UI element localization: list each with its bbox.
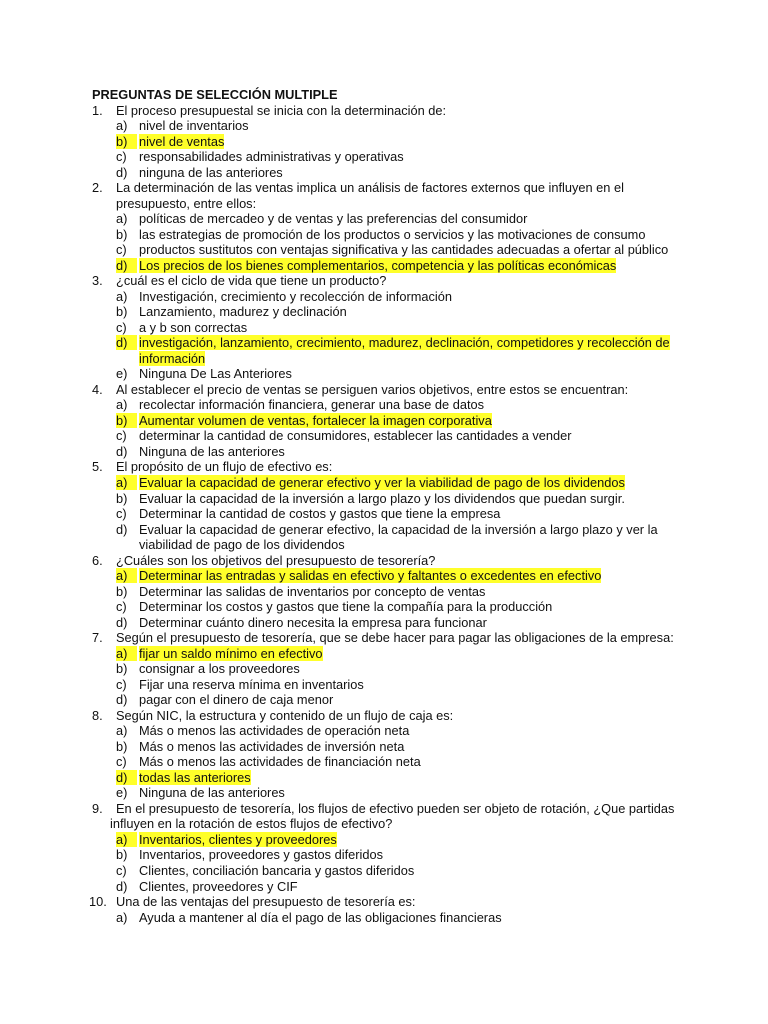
answer-option-letter: a): [116, 211, 128, 227]
answer-option-letter-correct: a): [116, 475, 137, 490]
answer-option-letter-correct: a): [116, 832, 137, 847]
answer-option-text: Ninguna de las anteriores: [139, 785, 285, 801]
answer-option-letter: c): [116, 599, 127, 615]
question-number: 6.: [92, 552, 103, 568]
answer-option-text: viabilidad de pago de los dividendos: [139, 537, 345, 553]
answer-option-letter: c): [116, 506, 127, 522]
answer-option-letter: d): [116, 614, 128, 630]
answer-option-text: Inventarios, proveedores y gastos diferidos: [139, 847, 383, 863]
answer-option-letter: c): [116, 319, 127, 335]
question-number: 5.: [92, 459, 103, 475]
answer-option-text: Evaluar la capacidad de la inversión a largo plazo y los dividendos que puedan surgir.: [139, 490, 625, 506]
answer-option-letter: a): [116, 118, 128, 134]
answer-option-letter: b): [116, 847, 128, 863]
answer-option-text-correct: todas las anteriores: [139, 769, 251, 785]
answer-option-text: a y b son correctas: [139, 319, 248, 335]
question-number: 7.: [92, 630, 103, 646]
question-number: 4.: [92, 381, 103, 397]
answer-option-letter: c): [116, 863, 127, 878]
answer-option-text: Ninguna de las anteriores: [139, 443, 285, 459]
question-number: 3.: [92, 273, 103, 289]
answer-option-letter-correct: a): [116, 568, 137, 583]
answer-option-text-correct: Aumentar volumen de ventas, fortalecer la imagen corporativa: [139, 412, 492, 428]
answer-option-text: nivel de inventarios: [139, 118, 249, 134]
answer-option-letter: b): [116, 490, 128, 506]
answer-option-text: Determinar cuánto dinero necesita la empresa para funcionar: [139, 614, 487, 630]
answer-option-letter: b): [116, 738, 128, 754]
answer-option-letter: a): [116, 909, 128, 925]
answer-option-text: Evaluar la capacidad de generar efectivo, la capacidad de la inversión a largo plazo y ver la: [139, 521, 658, 537]
document-title: PREGUNTAS DE SELECCIÓN MULTIPLE: [92, 87, 338, 102]
answer-option-text-correct: Evaluar la capacidad de generar efectivo y ver la viabilidad de pago de los dividendos: [139, 475, 625, 490]
answer-option-letter: c): [116, 676, 127, 692]
question-text: Según NIC, la estructura y contenido de un flujo de caja es:: [116, 707, 454, 723]
answer-option-text: Más o menos las actividades de operación neta: [139, 723, 410, 739]
question-text: El propósito de un flujo de efectivo es:: [116, 459, 333, 475]
answer-option-letter: b): [116, 583, 128, 599]
answer-option-letter-correct: b): [116, 134, 137, 149]
answer-option-text: responsabilidades administrativas y operativas: [139, 149, 404, 165]
answer-option-text-correct: investigación, lanzamiento, crecimiento, madurez, declinación, competidores y recolección de: [139, 335, 670, 351]
answer-option-text-correct: Determinar las entradas y salidas en efectivo y faltantes o excedentes en efectivo: [139, 568, 602, 584]
answer-option-text: Más o menos las actividades de inversión neta: [139, 738, 405, 754]
answer-option-letter-correct: a): [116, 646, 137, 661]
question-text: influyen en la rotación de estos flujos de efectivo?: [110, 816, 393, 832]
answer-option-letter: c): [116, 149, 127, 165]
answer-option-text: Más o menos las actividades de financiación neta: [139, 754, 421, 770]
answer-option-letter: e): [116, 366, 128, 382]
answer-option-text: Determinar la cantidad de costos y gastos que tiene la empresa: [139, 506, 501, 522]
answer-option-letter: a): [116, 723, 128, 739]
question-text: La determinación de las ventas implica un análisis de factores externos que influyen en el: [116, 180, 624, 196]
answer-option-letter: c): [116, 242, 127, 258]
answer-option-letter: c): [116, 428, 127, 444]
answer-option-letter: d): [116, 164, 128, 180]
question-text: presupuesto, entre ellos:: [116, 195, 257, 211]
answer-option-letter: c): [116, 754, 127, 770]
answer-option-text: Fijar una reserva mínima en inventarios: [139, 676, 364, 692]
question-number: 1.: [92, 102, 103, 118]
answer-option-letter: d): [116, 692, 128, 708]
question-number: 10.: [89, 894, 107, 910]
answer-option-letter: a): [116, 397, 128, 413]
question-number: 8.: [92, 707, 103, 723]
answer-option-text-correct: información: [139, 350, 206, 366]
answer-option-text-correct: Inventarios, clientes y proveedores: [139, 831, 337, 847]
answer-option-text: Lanzamiento, madurez y declinación: [139, 304, 347, 320]
question-text: ¿cuál es el ciclo de vida que tiene un producto?: [116, 273, 387, 289]
answer-option-text: políticas de mercadeo y de ventas y las preferencias del consumidor: [139, 211, 528, 227]
answer-option-letter: d): [116, 521, 128, 537]
answer-option-text-correct: fijar un saldo mínimo en efectivo: [139, 645, 323, 661]
question-text: El proceso presupuestal se inicia con la determinación de:: [116, 102, 447, 118]
answer-option-text: Determinar los costos y gastos que tiene la compañía para la producción: [139, 599, 553, 615]
answer-option-letter-correct: d): [116, 335, 137, 350]
question-text: Según el presupuesto de tesorería, que se debe hacer para pagar las obligaciones de la empresa:: [116, 630, 674, 646]
question-text: En el presupuesto de tesorería, los flujos de efectivo pueden ser objeto de rotación, ¿Que partidas: [116, 800, 675, 816]
answer-option-text: Ayuda a mantener al día el pago de las obligaciones financieras: [139, 909, 502, 925]
answer-option-letter: a): [116, 288, 128, 304]
answer-option-text: recolectar información financiera, generar una base de datos: [139, 397, 485, 413]
answer-option-letter-correct: d): [116, 770, 137, 785]
answer-option-letter: e): [116, 785, 128, 801]
answer-option-text: Investigación, crecimiento y recolección de información: [139, 288, 452, 304]
answer-option-letter-correct: b): [116, 413, 137, 428]
answer-option-letter: b): [116, 304, 128, 320]
answer-option-letter-correct: d): [116, 258, 137, 273]
answer-option-text: Clientes, proveedores y CIF: [139, 878, 298, 894]
answer-option-text: pagar con el dinero de caja menor: [139, 692, 334, 708]
answer-option-text: Clientes, conciliación bancaria y gastos diferidos: [139, 863, 415, 878]
answer-option-text: determinar la cantidad de consumidores, establecer las cantidades a vender: [139, 428, 572, 444]
question-text: Una de las ventajas del presupuesto de tesorería es:: [116, 894, 416, 910]
answer-option-letter: b): [116, 226, 128, 242]
answer-option-letter: d): [116, 443, 128, 459]
question-text: ¿Cuáles son los objetivos del presupuesto de tesorería?: [116, 552, 436, 568]
answer-option-text: Ninguna De Las Anteriores: [139, 366, 292, 382]
question-number: 2.: [92, 180, 103, 196]
answer-option-text: consignar a los proveedores: [139, 661, 300, 677]
answer-option-text-correct: Los precios de los bienes complementarios, competencia y las políticas económicas: [139, 257, 617, 273]
answer-option-text: las estrategias de promoción de los productos o servicios y las motivaciones de consumo: [139, 226, 646, 242]
answer-option-text: Determinar las salidas de inventarios por concepto de ventas: [139, 583, 486, 599]
answer-option-text: ninguna de las anteriores: [139, 164, 283, 180]
answer-option-letter: b): [116, 661, 128, 677]
answer-option-text-correct: nivel de ventas: [139, 133, 225, 149]
question-text: Al establecer el precio de ventas se persiguen varios objetivos, entre estos se encuentran:: [116, 381, 629, 397]
question-number: 9.: [92, 800, 103, 816]
answer-option-text: productos sustitutos con ventajas significativa y las cantidades adecuadas a ofertar al público: [139, 242, 669, 258]
answer-option-letter: d): [116, 878, 128, 894]
